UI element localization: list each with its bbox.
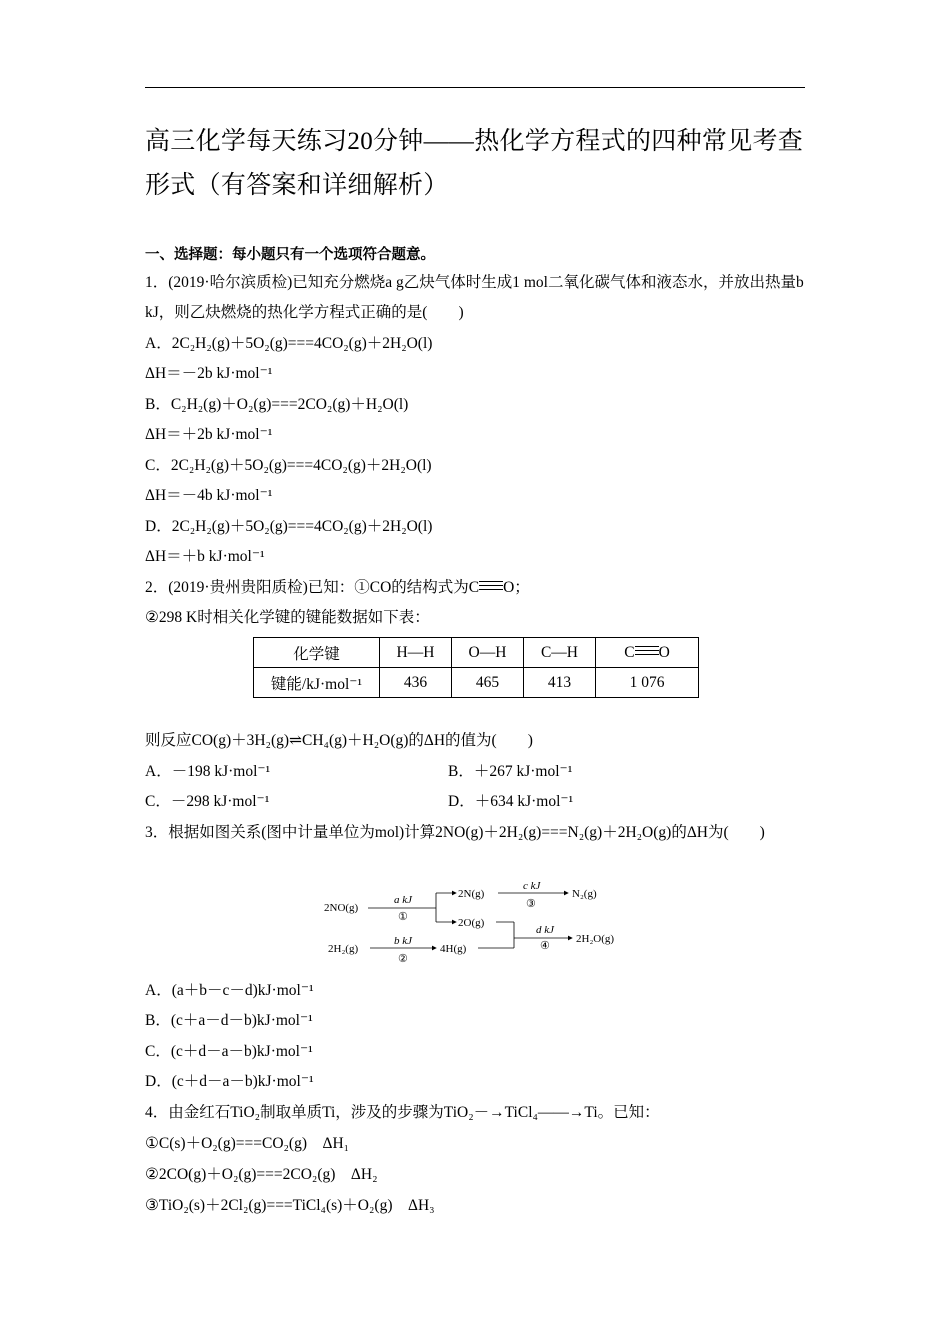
diagram-d-label: d kJ <box>536 924 555 936</box>
triple-bond-icon <box>635 646 659 655</box>
q2-option-b[interactable]: B．＋267 kJ·mol⁻¹ <box>448 763 573 780</box>
page-title: 高三化学每天练习20分钟——热化学方程式的四种常见考查形式（有答案和详细解析） <box>145 128 804 199</box>
table-cell: 413 <box>524 668 596 698</box>
energy-diagram <box>318 876 638 966</box>
q2-option-c[interactable]: C．－298 kJ·mol⁻¹ <box>145 793 270 810</box>
table-cell: 465 <box>452 668 524 698</box>
q2-stem <box>145 578 530 598</box>
table-cell: 436 <box>380 668 452 698</box>
q3-option-a[interactable]: A．(a＋b－c－d)kJ·mol⁻¹ <box>145 982 314 999</box>
bond-energy-table <box>253 637 699 698</box>
q4-equation-2: ②2CO(g)＋O₂(g)===2CO₂(g) ΔH₂ <box>145 1166 378 1183</box>
table-row-label: 键能/kJ·mol⁻¹ <box>254 668 380 698</box>
q2-stem-prefix: 2．(2019·贵州贵阳质检)已知：①CO的结构式为C <box>145 579 480 596</box>
q4-equation-3: ③TiO₂(s)＋2Cl₂(g)===TiCl₄(s)＋O₂(g) ΔH₃ <box>145 1197 435 1214</box>
q4-stem: 4．由金红石TiO₂制取单质Ti，涉及的步骤为TiO₂－→TiCl₄——→Ti。已知： <box>145 1104 660 1121</box>
q1-option-d-enthalpy: ΔH＝＋b kJ·mol⁻¹ <box>145 548 265 565</box>
diagram-h2o: 2H₂O(g) <box>576 933 615 945</box>
table-header-cell-co <box>596 638 699 668</box>
table-header-cell: O—H <box>452 638 524 668</box>
q2-option-d[interactable]: D．＋634 kJ·mol⁻¹ <box>448 793 574 810</box>
diagram-o: 2O(g) <box>458 917 485 929</box>
q3-option-d[interactable]: D．(c＋d－a－b)kJ·mol⁻¹ <box>145 1073 314 1090</box>
energy-diagram-svg <box>318 876 638 966</box>
diagram-no: 2NO(g) <box>324 902 359 914</box>
diagram-a-label: a kJ <box>394 894 413 906</box>
co-c-label: C <box>624 643 635 661</box>
q1-option-b-equation[interactable]: B．C₂H₂(g)＋O₂(g)===2CO₂(g)＋H₂O(l) <box>145 396 409 413</box>
table-header-cell: 化学键 <box>254 638 380 668</box>
diagram-h2: 2H₂(g) <box>328 943 359 955</box>
q1-option-a-equation[interactable]: A．2C₂H₂(g)＋5O₂(g)===4CO₂(g)＋2H₂O(l) <box>145 335 433 352</box>
q1-option-a-enthalpy: ΔH＝－2b kJ·mol⁻¹ <box>145 365 273 382</box>
diagram-h: 4H(g) <box>440 943 467 955</box>
diagram-step2: ② <box>398 953 408 965</box>
table-row <box>254 668 699 698</box>
diagram-c-label: c kJ <box>523 880 541 892</box>
q2-option-a[interactable]: A．－198 kJ·mol⁻¹ <box>145 763 271 780</box>
table-header-cell: C—H <box>524 638 596 668</box>
co-o-label: O <box>658 643 670 661</box>
q1-option-c-equation[interactable]: C．2C₂H₂(g)＋5O₂(g)===4CO₂(g)＋2H₂O(l) <box>145 457 432 474</box>
diagram-n: 2N(g) <box>458 888 485 900</box>
section-heading: 一、选择题：每小题只有一个选项符合题意。 <box>145 247 435 263</box>
q2-question: 则反应CO(g)＋3H₂(g)⇌CH₄(g)＋H₂O(g)的ΔH的值为( ) <box>145 732 533 749</box>
diagram-step4: ④ <box>540 940 550 952</box>
header-rule <box>145 87 805 88</box>
table-header-cell: H—H <box>380 638 452 668</box>
q2-stem-suffix: O； <box>503 579 530 596</box>
diagram-n2: N₂(g) <box>572 888 597 900</box>
diagram-step1: ① <box>398 911 408 923</box>
table-cell: 1 076 <box>596 668 699 698</box>
q1-option-d-equation[interactable]: D．2C₂H₂(g)＋5O₂(g)===4CO₂(g)＋2H₂O(l) <box>145 518 433 535</box>
table-header-row <box>254 638 699 668</box>
q4-equation-1: ①C(s)＋O₂(g)===CO₂(g) ΔH₁ <box>145 1135 350 1152</box>
diagram-step3: ③ <box>526 898 536 910</box>
q3-option-c[interactable]: C．(c＋d－a－b)kJ·mol⁻¹ <box>145 1043 313 1060</box>
q2-table-intro: ②298 K时相关化学键的键能数据如下表： <box>145 609 430 626</box>
q3-option-b[interactable]: B．(c＋a－d－b)kJ·mol⁻¹ <box>145 1012 313 1029</box>
q1-option-c-enthalpy: ΔH＝－4b kJ·mol⁻¹ <box>145 487 273 504</box>
q1-stem: 1．(2019·哈尔滨质检)已知充分燃烧a g乙炔气体时生成1 mol二氧化碳气体和液态水，并放出热量b kJ，则乙炔燃烧的热化学方程式正确的是( ) <box>145 274 804 321</box>
triple-bond-icon <box>479 581 503 590</box>
q3-stem: 3．根据如图关系(图中计量单位为mol)计算2NO(g)＋2H₂(g)===N₂(g)＋2H₂O(g)的ΔH为( ) <box>145 824 765 841</box>
diagram-b-label: b kJ <box>394 935 413 947</box>
q1-option-b-enthalpy: ΔH＝＋2b kJ·mol⁻¹ <box>145 426 273 443</box>
